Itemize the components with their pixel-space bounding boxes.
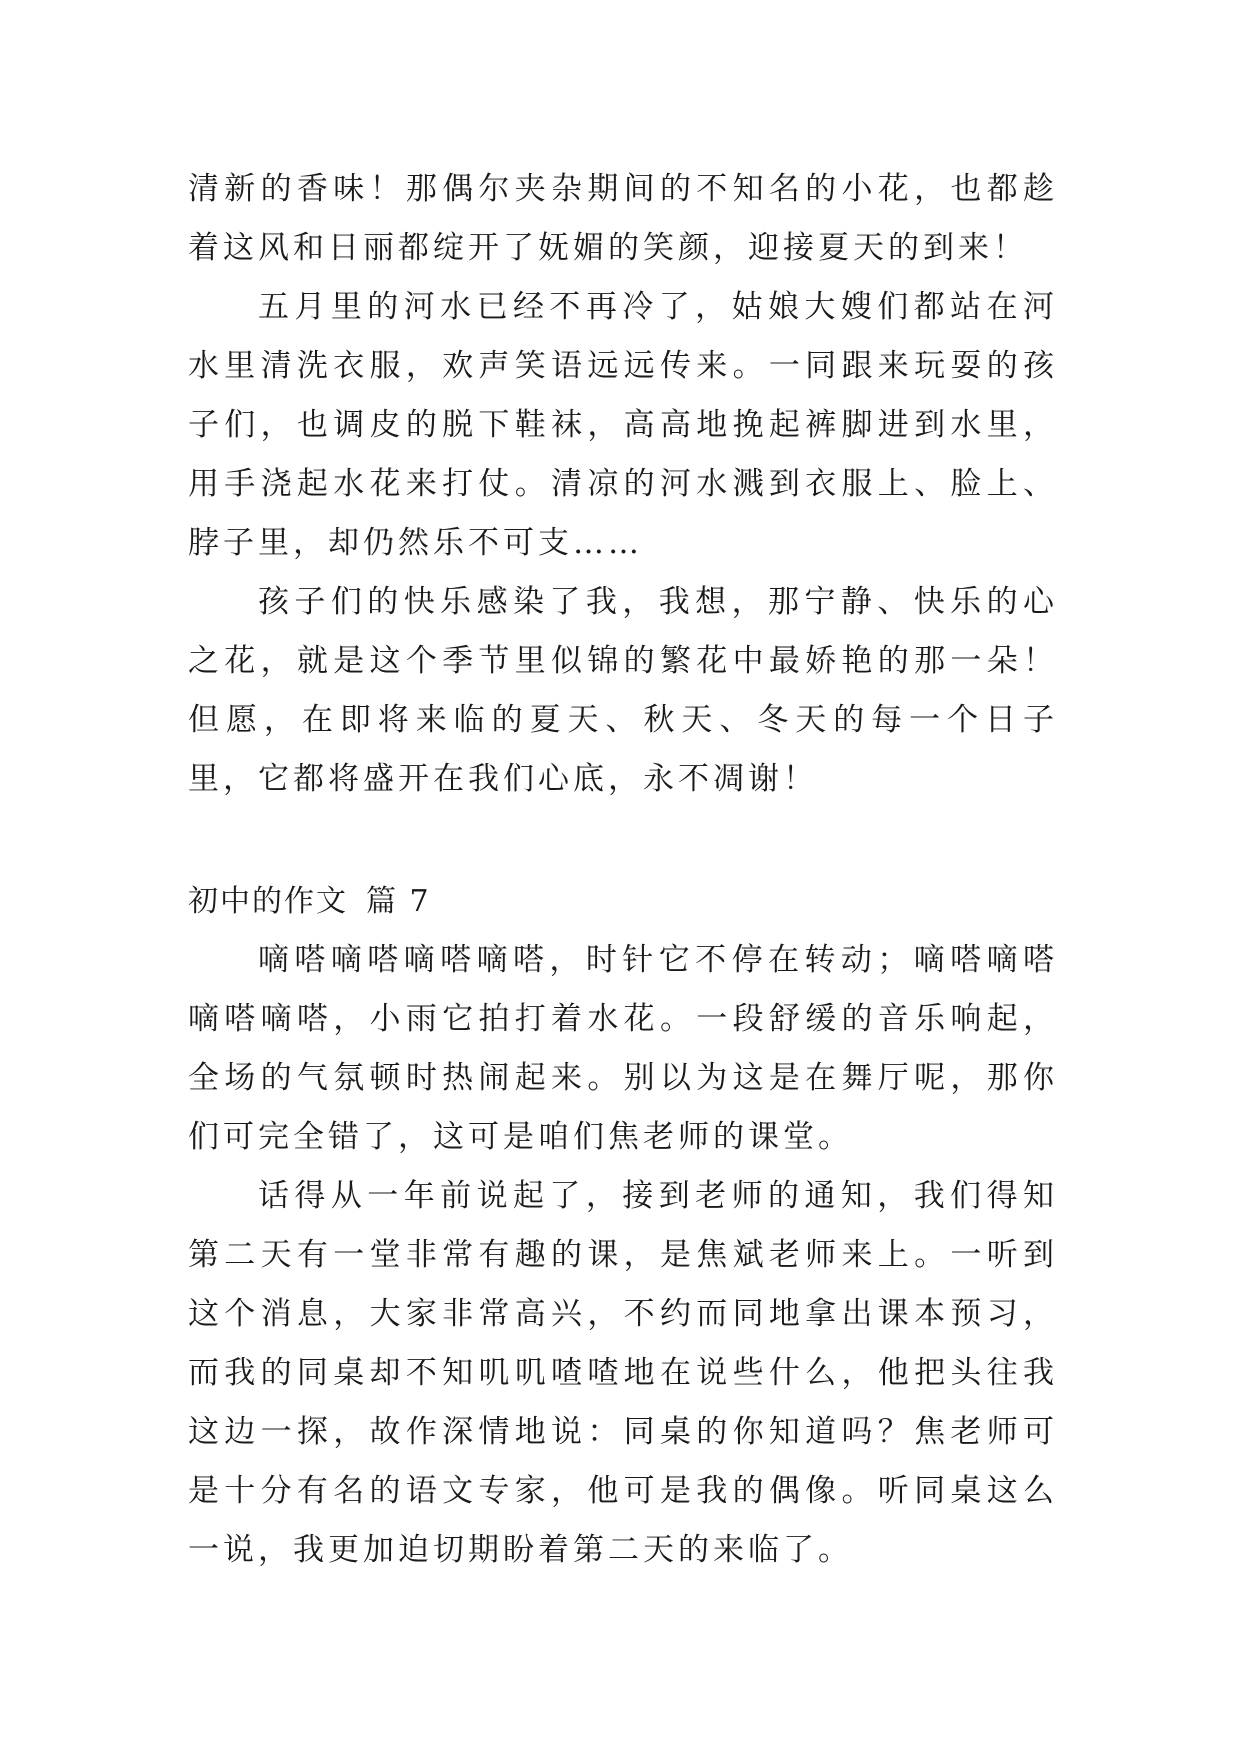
paragraph-flower-of-heart: 孩子们的快乐感染了我，我想，那宁静、快乐的心之花，就是这个季节里似锦的繁花中最娇艳的那一朵！但愿，在即将来临的夏天、秋天、冬天的每一个日子里，它都将盛开在我们心底，永不凋谢！ [188,584,1058,797]
paragraph-continuation: 清新的香味！那偶尔夹杂期间的不知名的小花，也都趁着这风和日丽都绽开了妩媚的笑颜，迎接夏天的到来！ [188,171,1058,266]
paragraph-one-year-ago: 话得从一年前说起了，接到老师的通知，我们得知第二天有一堂非常有趣的课，是焦斌老师来上。一听到这个消息，大家非常高兴，不约而同地拿出课本预习，而我的同桌却不知叽叽喳喳地在说些什么，他把头往我这边一探，故作深情地说：同桌的你知道吗？焦老师可是十分有名的语文专家，他可是我的偶像。听同桌这么一说，我更加迫切期盼着第二天的来临了。 [188,1178,1058,1568]
section-number: 篇 7 [366,884,431,919]
paragraph-river: 五月里的河水已经不再冷了，姑娘大嫂们都站在河水里清洗衣服，欢声笑语远远传来。一同跟来玩耍的孩子们，也调皮的脱下鞋袜，高高地挽起裤脚进到水里，用手浇起水花来打仗。清凉的河水溅到衣服上、脸上、脖子里，却仍然乐不可支…… [188,289,1058,561]
document-page [188,160,1058,1580]
section-title: 初中的作文 [188,884,348,919]
section-heading [188,872,1058,931]
paragraph-ticking: 嘀嗒嘀嗒嘀嗒嘀嗒，时针它不停在转动；嘀嗒嘀嗒嘀嗒嘀嗒，小雨它拍打着水花。一段舒缓的音乐响起，全场的气氛顿时热闹起来。别以为这是在舞厅呢，那你们可完全错了，这可是咱们焦老师的课堂。 [188,942,1058,1155]
